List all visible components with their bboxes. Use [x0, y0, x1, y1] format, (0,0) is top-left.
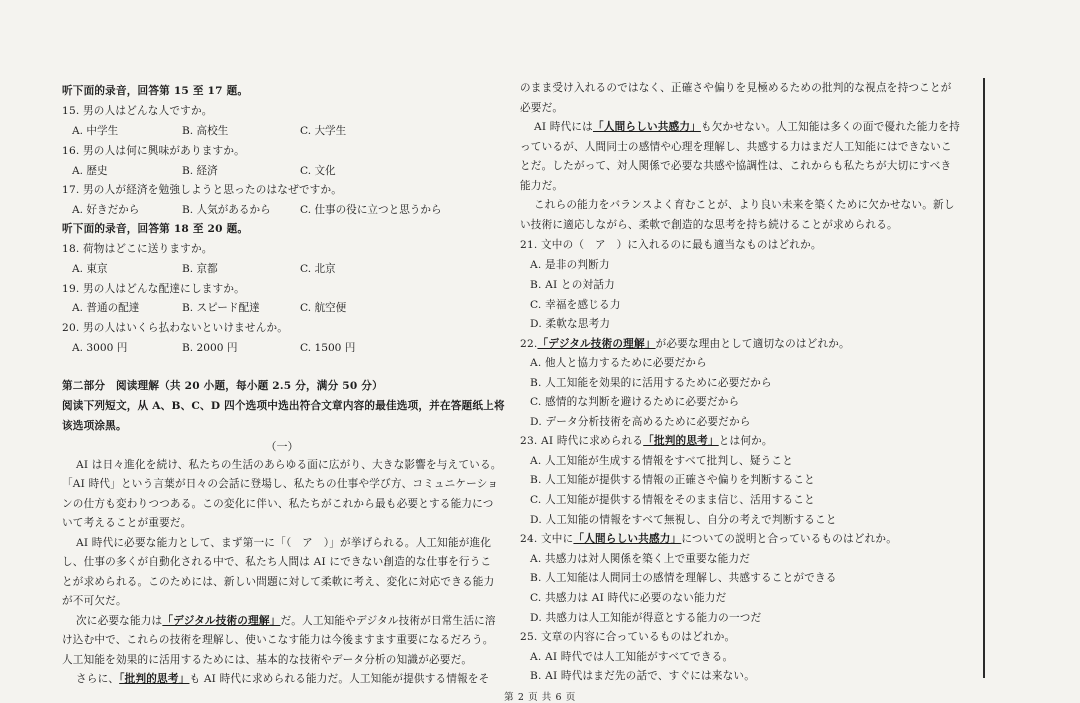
- question-22-option-d: D. データ分析技術を高めるために必要だから: [530, 416, 751, 428]
- question-16: 16. 男の人は何に興味がありますか。: [62, 145, 245, 157]
- text: 22.: [520, 338, 538, 350]
- option-a: A. 中学生: [72, 125, 119, 137]
- text: が必要な理由として適切なのはどれか。: [655, 338, 850, 350]
- passage-continued-line-2: 必要だ。: [520, 102, 564, 114]
- question-20: 20. 男の人はいくら払わないといけませんか。: [62, 322, 289, 334]
- text: も欠かせない。人工知能は多くの面で優れた能力を持: [700, 121, 960, 133]
- question-22-option-c: C. 感情的な判断を避けるために必要だから: [530, 396, 740, 408]
- question-24: [520, 532, 897, 546]
- question-22: [520, 337, 850, 351]
- option-a: A. 普通の配達: [72, 302, 140, 314]
- question-25-option-a: A. AI 時代では人工知能がすべてできる。: [530, 651, 734, 663]
- margin-rule: [983, 78, 985, 678]
- text: だ。人工知能やデジタル技術が日常生活に溶: [280, 615, 496, 627]
- part-2-instructions-line-2: 该选项涂黑。: [62, 420, 127, 432]
- question-17: 17. 男の人が経済を勉強しようと思ったのはなぜですか。: [62, 184, 343, 196]
- passage-p2-line-2: し、仕事の多くが自動化される中で、私たち人間は AI にできない創造的な仕事を行うこ: [62, 556, 492, 568]
- passage-p2-line-1: AI 時代に必要な能力として、まず第一に「（ ア ）」が挙げられる。人工知能が進化: [76, 537, 492, 549]
- passage-p2-line-4: が不可欠だ。: [62, 595, 127, 607]
- text: とは何か。: [718, 435, 773, 447]
- keyword-critical-thinking: 「批判的思考」: [119, 673, 190, 685]
- question-23: [520, 434, 773, 448]
- passage-p3-line-1: [76, 614, 496, 628]
- option-c: C. 航空便: [300, 302, 347, 314]
- passage-p1-line-3: ンの仕方も変わりつつある。この変化に伴い、私たちがこれから最も必要とする能力につ: [62, 498, 494, 510]
- option-b: B. スピード配達: [182, 302, 260, 314]
- passage-p2-line-3: とが求められる。このためには、新しい問題に対して柔軟に考え、変化に対応できる能力: [62, 576, 495, 588]
- option-c: C. 大学生: [300, 125, 347, 137]
- question-22-option-b: B. 人工知能を効果的に活用するために必要だから: [530, 377, 772, 389]
- question-23-option-c: C. 人工知能が提供する情報をそのまま信じ、活用すること: [530, 494, 815, 506]
- option-c: C. 仕事の役に立つと思うから: [300, 204, 442, 216]
- passage-p5-line-2: っているが、人間同士の感情や心理を理解し、共感する力はまだ人工知能にはできないこ: [520, 141, 952, 153]
- passage-p5-line-3: とだ。したがって、対人関係で必要な共感や協調性は、これからも私たちが大切にすべき: [520, 160, 952, 172]
- question-24-option-b: B. 人工知能は人間同士の感情を理解し、共感することができる: [530, 572, 837, 584]
- option-c: C. 文化: [300, 165, 336, 177]
- option-a: A. 3000 円: [72, 342, 128, 354]
- question-25: 25. 文章の内容に合っているものはどれか。: [520, 631, 736, 643]
- keyword-digital-tech: 「デジタル技術の理解」: [537, 338, 656, 350]
- option-c: C. 1500 円: [300, 342, 356, 354]
- text: 24. 文中に: [520, 533, 574, 545]
- question-18: 18. 荷物はどこに送りますか。: [62, 243, 213, 255]
- part-2-instructions-line-1: 阅读下列短文，从 A、B、C、D 四个选项中选出符合文章内容的最佳选项，并在答题纸上将: [62, 400, 505, 412]
- keyword-empathy: 「人間らしい共感力」: [592, 121, 701, 133]
- passage-p4-line-1: [76, 672, 489, 686]
- part-2-title: 第二部分 阅读理解（共 20 小题，每小题 2.5 分，满分 50 分）: [62, 380, 383, 392]
- option-c: C. 北京: [300, 263, 336, 275]
- section-heading-listen-18: 听下面的录音，回答第 18 至 20 题。: [62, 223, 249, 235]
- text: についての説明と合っているものはどれか。: [681, 533, 898, 545]
- question-24-option-c: C. 共感力は AI 時代に必要のない能力だ: [530, 592, 727, 604]
- passage-p6-line-2: い技術に適応しながら、柔軟で創造的な思考を持ち続けることが求められる。: [520, 219, 898, 231]
- text: 23. AI 時代に求められる: [520, 435, 644, 447]
- question-23-option-d: D. 人工知能の情報をすべて無視し、自分の考えで判断すること: [530, 514, 837, 526]
- option-b: B. 経済: [182, 165, 218, 177]
- question-21-option-a: A. 是非の判断力: [530, 259, 610, 271]
- option-a: A. 好きだから: [72, 204, 140, 216]
- question-22-option-a: A. 他人と協力するために必要だから: [530, 357, 707, 369]
- keyword-digital-tech: 「デジタル技術の理解」: [162, 615, 281, 627]
- option-b: B. 京都: [182, 263, 218, 275]
- section-heading-listen-15: 听下面的录音，回答第 15 至 17 题。: [62, 85, 249, 97]
- question-21: 21. 文中の（ ア ）に入れるのに最も適当なものはどれか。: [520, 239, 822, 251]
- option-b: B. 人気があるから: [182, 204, 271, 216]
- passage-p5-line-1: [534, 120, 960, 134]
- question-23-option-a: A. 人工知能が生成する情報をすべて批判し、疑うこと: [530, 455, 794, 467]
- question-19: 19. 男の人はどんな配達にしますか。: [62, 283, 245, 295]
- text: AI 時代には: [534, 121, 593, 133]
- passage-p6-line-1: これらの能力をバランスよく育むことが、より良い未来を築くために欠かせない。新し: [534, 199, 955, 211]
- text: さらに、: [76, 673, 120, 685]
- question-21-option-d: D. 柔軟な思考力: [530, 318, 611, 330]
- passage-number: （一）: [265, 440, 299, 453]
- passage-p1-line-1: AI は日々進化を続け、私たちの生活のあらゆる面に広がり、大きな影響を与えている。: [76, 459, 502, 471]
- keyword-empathy: 「人間らしい共感力」: [573, 533, 682, 545]
- keyword-critical-thinking: 「批判的思考」: [643, 435, 719, 447]
- option-a: A. 歴史: [72, 165, 108, 177]
- question-21-option-c: C. 幸福を感じる力: [530, 299, 621, 311]
- question-24-option-d: D. 共感力は人工知能が得意とする能力の一つだ: [530, 612, 762, 624]
- question-15: 15. 男の人はどんな人ですか。: [62, 105, 213, 117]
- text: 次に必要な能力は: [76, 615, 163, 627]
- option-a: A. 東京: [72, 263, 108, 275]
- option-b: B. 高校生: [182, 125, 229, 137]
- page-number: 第 2 页 共 6 页: [504, 692, 576, 703]
- passage-p1-line-2: 「AI 時代」という言葉が日々の会話に登場し、私たちの仕事や学び方、コミュニケーショ: [62, 478, 499, 490]
- passage-p1-line-4: いて考えることが重要だ。: [62, 517, 192, 529]
- passage-p5-line-4: 能力だ。: [520, 180, 564, 192]
- question-24-option-a: A. 共感力は対人関係を築く上で重要な能力だ: [530, 553, 751, 565]
- question-21-option-b: B. AI との対話力: [530, 279, 615, 291]
- option-b: B. 2000 円: [182, 342, 238, 354]
- passage-p3-line-2: け込む中で、これらの技術を理解し、使いこなす能力は今後ますます重要になるだろう。: [62, 634, 494, 646]
- text: も AI 時代に求められる能力だ。人工知能が提供する情報をそ: [189, 673, 490, 685]
- passage-continued-line-1: のまま受け入れるのではなく、正確さや偏りを見極めるための批判的な視点を持つことが: [520, 82, 952, 94]
- question-23-option-b: B. 人工知能が提供する情報の正確さや偏りを判断すること: [530, 474, 815, 486]
- passage-p3-line-3: 人工知能を効果的に活用するためには、基本的な技術やデータ分析の知識が必要だ。: [62, 654, 473, 666]
- question-25-option-b: B. AI 時代はまだ先の話で、すぐには来ない。: [530, 670, 755, 682]
